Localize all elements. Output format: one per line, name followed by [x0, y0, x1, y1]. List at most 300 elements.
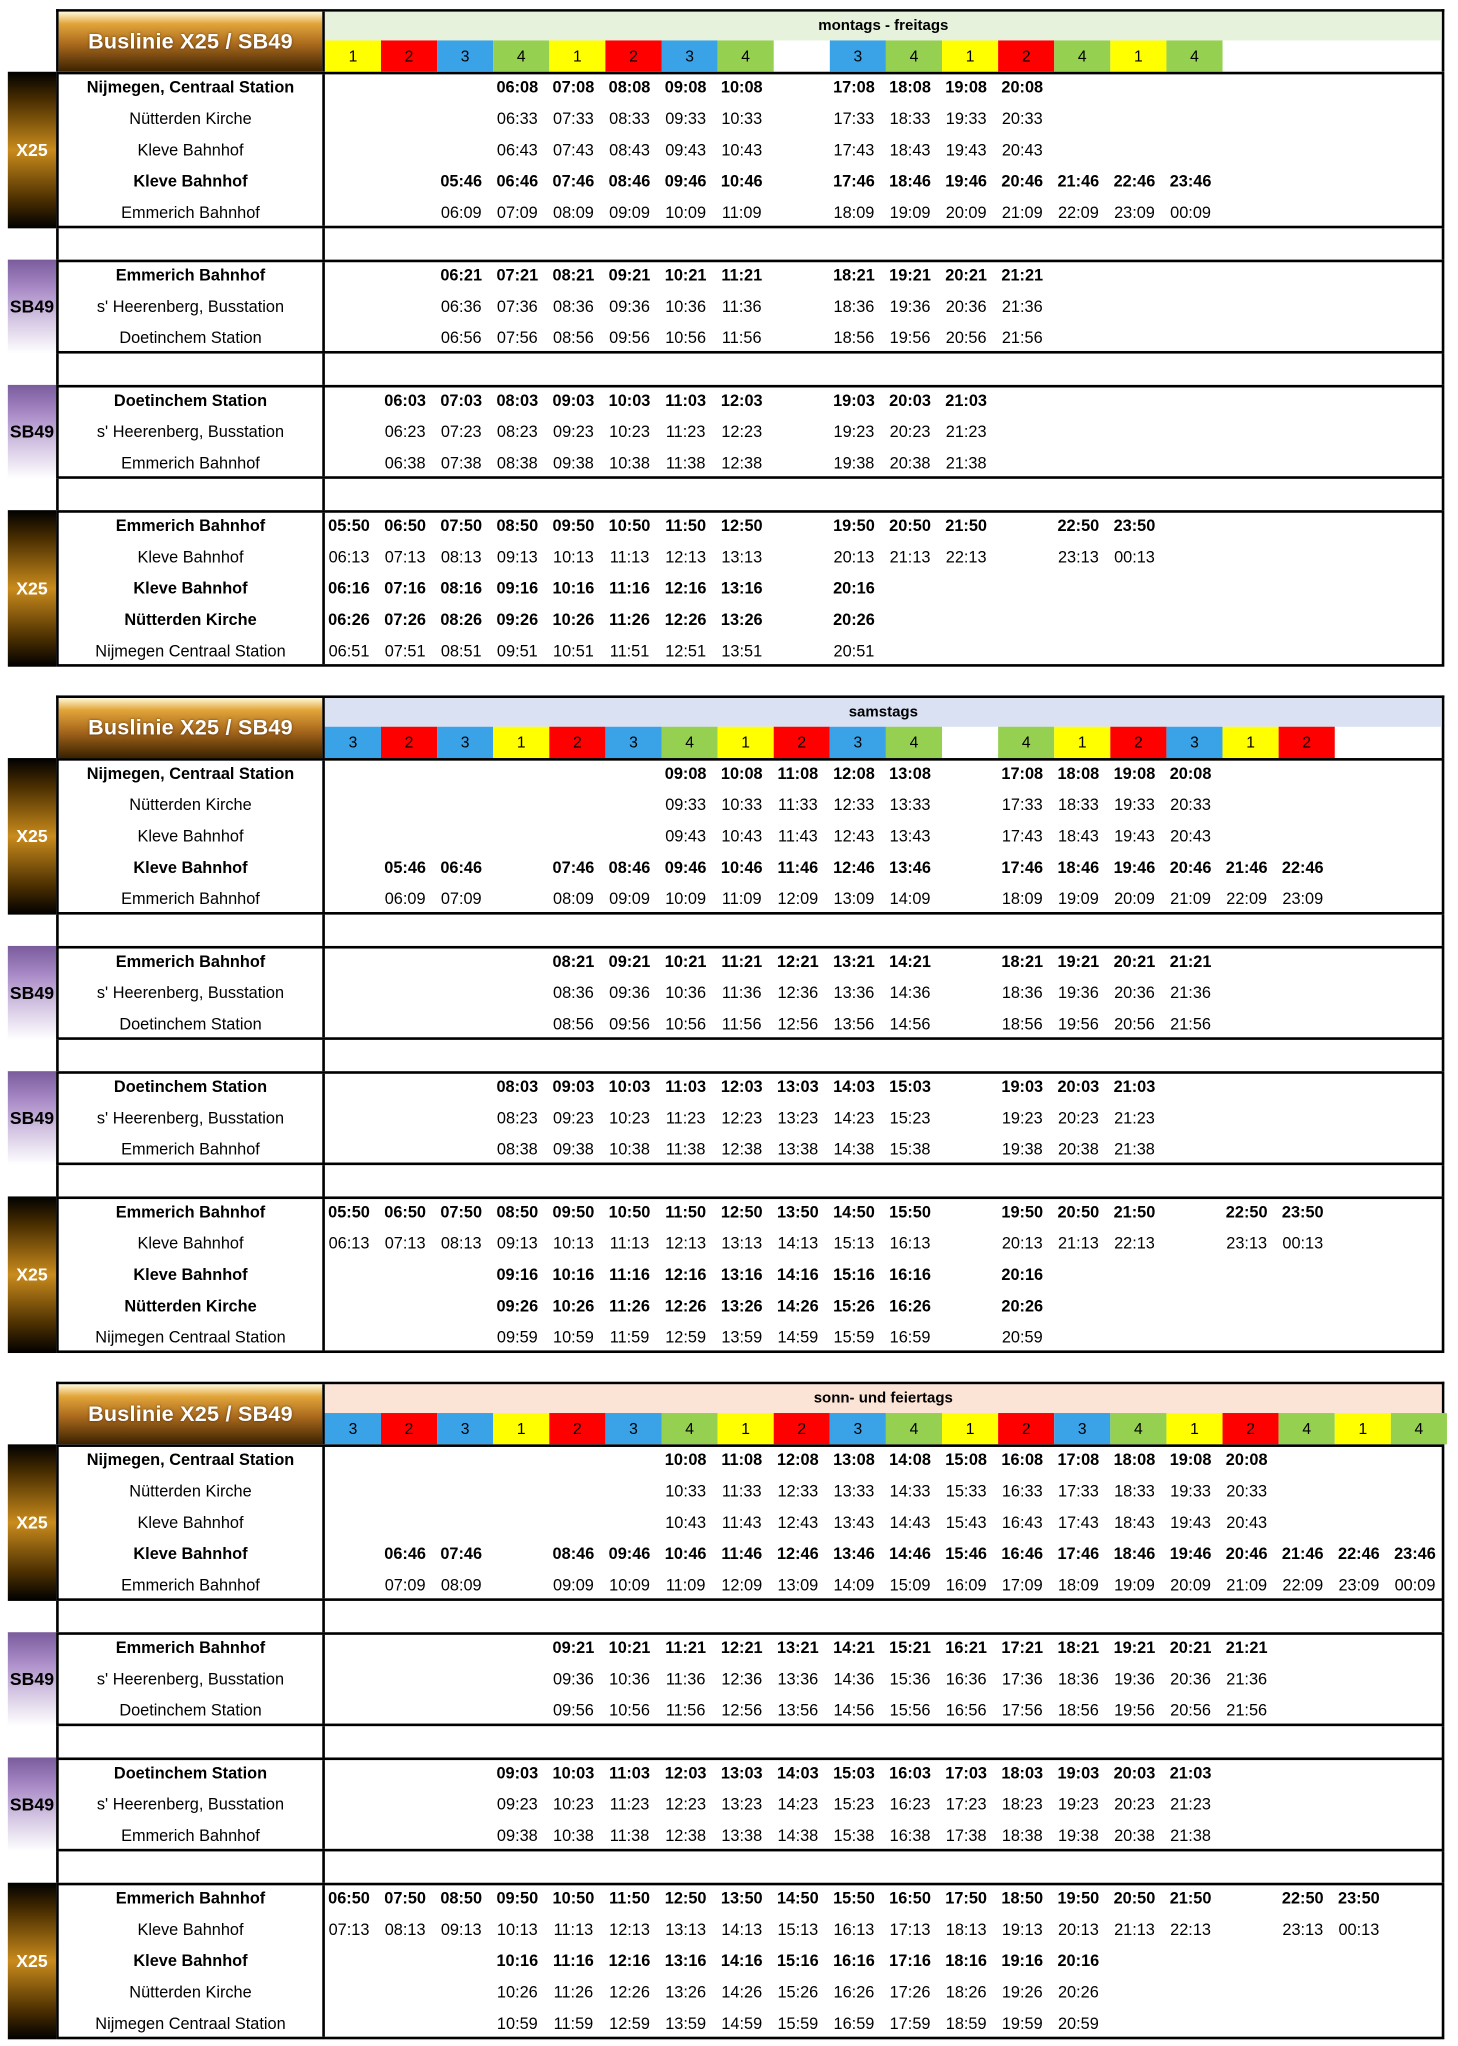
line-label-text: SB49 — [9, 1794, 55, 1815]
departure-time: 13:13 — [721, 1234, 763, 1253]
stop-name: Kleve Bahnhof — [133, 858, 248, 877]
service-number-chip: 3 — [830, 727, 886, 758]
departure-time: 19:43 — [1114, 827, 1155, 846]
departure-time: 14:23 — [833, 1109, 875, 1128]
departure-time: 12:38 — [721, 454, 763, 473]
stop-name: Kleve Bahnhof — [133, 1544, 248, 1564]
departure-time: 17:56 — [1001, 1701, 1043, 1720]
departure-time: 14:03 — [833, 1077, 875, 1096]
departure-time: 12:50 — [720, 1202, 763, 1222]
departure-time: 15:08 — [945, 1450, 988, 1470]
departure-time: 14:21 — [889, 952, 931, 971]
departure-time: 22:50 — [1281, 1889, 1324, 1908]
departure-time: 08:21 — [552, 952, 595, 971]
departure-time: 10:36 — [665, 297, 707, 316]
departure-time: 07:38 — [440, 454, 482, 473]
stop-row — [59, 541, 1442, 572]
departure-time: 13:33 — [833, 1482, 875, 1501]
departure-time: 20:21 — [1113, 952, 1156, 971]
departure-time: 18:50 — [1001, 1889, 1044, 1908]
departure-time: 06:09 — [440, 203, 482, 222]
service-number-chip: 2 — [1223, 1413, 1279, 1444]
line-label — [8, 1444, 56, 1601]
departure-time: 10:09 — [665, 203, 707, 222]
stop-row — [59, 2008, 1442, 2039]
departure-time: 09:36 — [609, 297, 650, 316]
route-block-sb49 — [56, 1757, 1444, 1851]
departure-time: 20:43 — [1001, 140, 1043, 160]
departure-time: 10:09 — [609, 1576, 650, 1595]
stop-row — [59, 1071, 1442, 1102]
departure-time: 15:16 — [776, 1951, 819, 1971]
departure-time: 06:23 — [384, 422, 426, 442]
departure-time: 12:38 — [721, 1140, 763, 1159]
departure-time: 12:16 — [664, 1265, 707, 1284]
departure-time: 11:51 — [609, 641, 650, 661]
departure-time: 12:50 — [664, 1889, 707, 1908]
departure-time: 13:08 — [889, 764, 931, 783]
departure-time: 09:46 — [608, 1544, 651, 1564]
departure-time: 11:26 — [553, 1983, 594, 2002]
departure-time: 06:46 — [496, 172, 539, 191]
departure-time: 11:26 — [609, 610, 650, 629]
departure-time: 15:26 — [833, 1296, 875, 1316]
departure-time: 14:38 — [777, 1826, 819, 1845]
departure-time: 09:43 — [665, 827, 707, 846]
departure-time: 12:36 — [721, 1670, 763, 1689]
stop-row — [59, 448, 1442, 479]
departure-time: 20:13 — [1001, 1234, 1043, 1253]
departure-time: 10:08 — [664, 1450, 707, 1470]
departure-time: 08:43 — [609, 140, 650, 160]
departure-time: 17:43 — [1057, 1513, 1099, 1532]
departure-time: 08:13 — [440, 547, 482, 567]
stop-row — [59, 821, 1442, 852]
departure-time: 06:46 — [384, 1544, 426, 1564]
departure-time: 07:43 — [553, 140, 594, 160]
departure-time: 16:21 — [945, 1638, 988, 1658]
departure-time: 07:46 — [552, 858, 595, 877]
stop-row — [59, 1196, 1442, 1227]
departure-time: 20:56 — [945, 328, 987, 348]
stop-row — [59, 72, 1442, 103]
departure-time: 08:38 — [496, 454, 538, 473]
departure-time: 18:33 — [1114, 1482, 1155, 1501]
departure-time: 22:13 — [1170, 1920, 1211, 1939]
stop-row — [59, 1444, 1442, 1475]
departure-time: 06:50 — [384, 1202, 426, 1222]
departure-time: 18:59 — [945, 2014, 987, 2033]
departure-time: 11:46 — [777, 858, 819, 877]
departure-time: 21:13 — [889, 547, 931, 567]
stop-name: Nijmegen Centraal Station — [95, 2014, 286, 2033]
departure-time: 17:59 — [889, 2014, 931, 2033]
departure-time: 19:36 — [1114, 1670, 1155, 1689]
stop-name: Nijmegen Centraal Station — [95, 1328, 286, 1347]
section-header — [56, 9, 1444, 72]
departure-time: 20:36 — [1170, 1670, 1211, 1689]
departure-time: 21:50 — [1169, 1889, 1212, 1908]
stop-name: Nütterden Kirche — [124, 1296, 257, 1316]
departure-time: 22:13 — [945, 547, 987, 567]
stop-row — [59, 789, 1442, 820]
departure-time: 10:50 — [552, 1889, 595, 1908]
stop-row — [59, 1695, 1442, 1726]
stop-name: Kleve Bahnhof — [133, 579, 248, 598]
service-number-chip: 4 — [1166, 40, 1222, 71]
departure-time: 06:43 — [496, 140, 538, 160]
departure-time: 08:16 — [440, 579, 483, 598]
departure-time: 14:38 — [833, 1140, 875, 1159]
departure-time: 12:13 — [609, 1920, 650, 1939]
stop-name: Emmerich Bahnhof — [121, 203, 260, 222]
departure-time: 20:09 — [945, 203, 987, 222]
departure-time: 20:59 — [1057, 2014, 1099, 2033]
departure-time: 06:51 — [328, 641, 370, 661]
stop-row — [59, 758, 1442, 789]
departure-time: 06:33 — [496, 109, 538, 128]
departure-time: 09:09 — [609, 889, 650, 909]
departure-time: 12:51 — [665, 641, 707, 661]
departure-time: 20:50 — [1113, 1889, 1156, 1908]
service-number-chip: 2 — [1110, 727, 1166, 758]
timetable-section — [0, 9, 1458, 672]
service-number-chip: 1 — [942, 40, 998, 71]
departure-time: 21:21 — [1169, 952, 1212, 971]
route-block-sb49 — [56, 260, 1444, 354]
departure-time: 18:08 — [1113, 1450, 1156, 1470]
departure-time: 19:03 — [833, 391, 875, 410]
departure-time: 12:09 — [777, 889, 819, 909]
stop-name: s' Heerenberg, Busstation — [96, 422, 285, 442]
departure-time: 09:16 — [496, 1265, 539, 1284]
departure-time: 18:08 — [889, 78, 931, 97]
departure-time: 19:46 — [945, 172, 988, 191]
departure-time: 17:43 — [1001, 827, 1043, 846]
stop-name: Doetinchem Station — [119, 1015, 262, 1034]
departure-time: 18:46 — [889, 172, 931, 191]
departure-time: 11:21 — [665, 1638, 707, 1658]
line-label-text: SB49 — [9, 296, 55, 317]
stop-row — [59, 1228, 1442, 1259]
departure-time: 13:21 — [833, 952, 875, 971]
departure-time: 18:09 — [833, 203, 875, 222]
stop-row — [59, 510, 1442, 541]
departure-time: 14:09 — [833, 1576, 875, 1595]
departure-time: 08:09 — [440, 1576, 482, 1595]
departure-time: 20:50 — [1057, 1202, 1100, 1222]
service-number-chip: 1 — [325, 40, 381, 71]
departure-time: 21:36 — [1001, 297, 1043, 316]
service-number-chip: 1 — [1335, 1413, 1391, 1444]
departure-time: 16:36 — [945, 1670, 987, 1689]
departure-time: 23:50 — [1338, 1889, 1380, 1908]
departure-time: 23:13 — [1057, 547, 1099, 567]
departure-time: 09:16 — [496, 579, 539, 598]
line-label-text: X25 — [16, 1512, 48, 1533]
departure-time: 19:56 — [1057, 1015, 1099, 1034]
departure-time: 09:56 — [609, 328, 650, 348]
departure-time: 21:46 — [1281, 1544, 1324, 1564]
departure-time: 11:13 — [609, 547, 650, 567]
departure-time: 20:23 — [1114, 1795, 1155, 1814]
departure-time: 07:50 — [440, 516, 483, 535]
stop-name: Emmerich Bahnhof — [115, 266, 266, 285]
departure-time: 09:50 — [552, 1202, 595, 1222]
departure-time: 22:46 — [1338, 1544, 1380, 1564]
departure-time: 16:16 — [889, 1265, 931, 1284]
departure-time: 19:08 — [1169, 1450, 1212, 1470]
departure-time: 11:21 — [721, 952, 763, 971]
departure-time: 17:33 — [833, 109, 875, 128]
departure-time: 10:16 — [552, 579, 595, 598]
service-number-chip: 1 — [1166, 1413, 1222, 1444]
departure-time: 20:23 — [1057, 1109, 1099, 1128]
service-number-chip: 1 — [942, 1413, 998, 1444]
departure-time: 07:26 — [384, 610, 426, 629]
service-number-chip: 2 — [381, 40, 437, 71]
departure-time: 11:16 — [609, 579, 650, 598]
line-label — [8, 72, 56, 229]
stop-name: Nütterden Kirche — [129, 1482, 252, 1501]
departure-time: 09:03 — [552, 1077, 595, 1096]
departure-time: 10:16 — [496, 1951, 539, 1971]
departure-time: 09:08 — [664, 764, 707, 783]
departure-time: 19:03 — [1057, 1764, 1100, 1783]
departure-time: 08:08 — [608, 78, 651, 97]
departure-time: 07:50 — [384, 1889, 426, 1908]
departure-time: 07:13 — [384, 547, 426, 567]
departure-time: 14:26 — [776, 1296, 819, 1316]
service-number-chip: 4 — [662, 727, 718, 758]
departure-time: 23:50 — [1281, 1202, 1324, 1222]
departure-time: 11:43 — [721, 1513, 762, 1532]
departure-time: 15:59 — [777, 2014, 819, 2033]
departure-time: 18:23 — [1001, 1795, 1043, 1814]
departure-time: 13:50 — [720, 1889, 763, 1908]
departure-time: 06:50 — [384, 516, 426, 535]
departure-time: 12:03 — [720, 1077, 763, 1096]
departure-time: 14:36 — [833, 1670, 875, 1689]
departure-time: 10:08 — [720, 764, 763, 783]
departure-time: 09:21 — [608, 952, 651, 971]
stop-row — [59, 1290, 1442, 1321]
departure-time: 09:21 — [608, 266, 651, 285]
departure-time: 20:23 — [889, 422, 931, 442]
departure-time: 13:16 — [720, 1265, 763, 1284]
departure-time: 19:21 — [1057, 952, 1100, 971]
departure-time: 18:56 — [1057, 1701, 1099, 1720]
departure-time: 12:16 — [608, 1951, 651, 1971]
departure-time: 13:16 — [720, 579, 763, 598]
stop-row — [59, 1259, 1442, 1290]
departure-time: 10:56 — [665, 328, 707, 348]
departure-time: 07:46 — [552, 172, 595, 191]
departure-time: 07:09 — [440, 889, 482, 909]
departure-time: 10:08 — [720, 78, 763, 97]
stop-row — [59, 291, 1442, 322]
departure-time: 10:46 — [664, 1544, 707, 1564]
departure-time: 08:13 — [440, 1234, 482, 1253]
line-label-text: X25 — [16, 1264, 48, 1285]
departure-time: 19:13 — [1001, 1920, 1043, 1939]
departure-time: 13:33 — [889, 795, 931, 815]
route-block-x25 — [56, 510, 1444, 667]
departure-time: 18:13 — [945, 1920, 987, 1939]
stop-row — [59, 1914, 1442, 1945]
service-number-chip: 3 — [437, 727, 493, 758]
departure-time: 15:46 — [945, 1544, 988, 1564]
stop-name: Kleve Bahnhof — [137, 1234, 244, 1253]
departure-time: 20:13 — [1057, 1920, 1099, 1939]
departure-time: 09:23 — [553, 422, 594, 442]
departure-time: 12:26 — [664, 610, 707, 629]
departure-time: 19:46 — [1169, 1544, 1212, 1564]
departure-time: 05:46 — [384, 858, 426, 877]
departure-time: 09:36 — [609, 983, 650, 1003]
departure-time: 05:50 — [328, 516, 370, 535]
stop-row — [59, 1322, 1442, 1353]
stop-name: Emmerich Bahnhof — [121, 454, 260, 473]
service-number-chip: 3 — [437, 40, 493, 71]
departure-time: 10:38 — [609, 1140, 650, 1159]
departure-time: 14:13 — [777, 1234, 819, 1253]
departure-time: 09:56 — [609, 1015, 650, 1034]
departure-time: 00:09 — [1170, 203, 1211, 222]
departure-time: 19:50 — [833, 516, 875, 535]
departure-time: 14:03 — [776, 1764, 819, 1783]
departure-time: 11:09 — [721, 889, 762, 909]
departure-time: 20:33 — [1226, 1482, 1268, 1501]
departure-time: 20:38 — [1114, 1826, 1155, 1845]
departure-time: 17:50 — [945, 1889, 988, 1908]
departure-time: 12:43 — [777, 1513, 819, 1532]
departure-time: 08:36 — [553, 983, 594, 1003]
departure-time: 11:43 — [778, 827, 818, 846]
departure-time: 07:36 — [496, 297, 538, 316]
service-number-chip: 1 — [1110, 40, 1166, 71]
departure-time: 13:21 — [776, 1638, 819, 1658]
departure-time: 21:21 — [1001, 266, 1044, 285]
departure-time: 15:23 — [889, 1109, 931, 1128]
departure-time: 18:21 — [1001, 952, 1044, 971]
departure-time: 13:46 — [889, 858, 931, 877]
departure-time: 15:38 — [833, 1826, 875, 1845]
departure-time: 10:56 — [665, 1015, 707, 1034]
departure-time: 11:33 — [721, 1482, 762, 1501]
spacer-row — [56, 228, 1444, 259]
departure-time: 19:16 — [1001, 1951, 1044, 1971]
departure-time: 09:13 — [496, 1234, 538, 1253]
service-number-chip: 2 — [381, 727, 437, 758]
departure-time: 14:13 — [721, 1920, 763, 1939]
departure-time: 07:09 — [496, 203, 538, 222]
departure-time: 09:50 — [496, 1889, 539, 1908]
departure-time: 17:16 — [889, 1951, 931, 1971]
departure-time: 16:59 — [889, 1328, 931, 1347]
service-number-strip — [325, 40, 1442, 71]
departure-time: 08:56 — [553, 1015, 594, 1034]
departure-time: 21:46 — [1057, 172, 1100, 191]
service-number-chip: 2 — [774, 727, 830, 758]
departure-time: 20:43 — [1226, 1513, 1268, 1532]
spacer-row — [56, 1165, 1444, 1196]
departure-time: 14:21 — [833, 1638, 875, 1658]
departure-time: 10:03 — [608, 1077, 651, 1096]
stop-name: Nütterden Kirche — [129, 795, 252, 815]
departure-time: 08:51 — [440, 641, 482, 661]
day-type-label: samstags — [325, 698, 1442, 727]
departure-time: 14:08 — [889, 1450, 931, 1470]
departure-time: 11:03 — [665, 391, 707, 410]
departure-time: 08:56 — [553, 328, 594, 348]
departure-time: 10:46 — [720, 858, 763, 877]
service-number-chip: 2 — [549, 727, 605, 758]
route-block-x25 — [56, 1883, 1444, 2040]
departure-time: 13:23 — [777, 1109, 819, 1128]
departure-time: 07:03 — [440, 391, 483, 410]
departure-time: 06:08 — [496, 78, 539, 97]
departure-time: 18:33 — [1057, 795, 1099, 815]
stop-name: Doetinchem Station — [113, 1077, 268, 1096]
departure-time: 05:46 — [440, 172, 483, 191]
departure-time: 09:23 — [496, 1795, 538, 1814]
departure-time: 14:16 — [776, 1265, 819, 1284]
line-label — [8, 758, 56, 915]
departure-time: 13:13 — [665, 1920, 707, 1939]
service-number-chip: 3 — [830, 1413, 886, 1444]
departure-time: 12:23 — [721, 1109, 763, 1128]
stop-name: Emmerich Bahnhof — [121, 889, 260, 909]
departure-time: 09:38 — [553, 454, 594, 473]
departure-time: 20:03 — [1057, 1077, 1100, 1096]
stop-name: Doetinchem Station — [119, 1701, 262, 1720]
line-label-text: X25 — [16, 826, 48, 847]
departure-time: 13:16 — [664, 1951, 707, 1971]
departure-time: 19:26 — [1001, 1983, 1043, 2002]
departure-time: 10:21 — [664, 266, 707, 285]
departure-time: 18:09 — [1001, 889, 1043, 909]
departure-time: 10:59 — [553, 1328, 594, 1347]
departure-time: 20:36 — [945, 297, 987, 316]
departure-time: 09:43 — [665, 140, 707, 160]
departure-time: 18:43 — [889, 140, 931, 160]
departure-time: 10:26 — [496, 1983, 538, 2002]
departure-time: 13:26 — [720, 610, 763, 629]
departure-time: 21:38 — [1170, 1826, 1211, 1845]
departure-time: 18:43 — [1057, 827, 1099, 846]
stop-row — [59, 260, 1442, 291]
route-block-sb49 — [56, 385, 1444, 479]
departure-time: 13:09 — [777, 1576, 819, 1595]
departure-time: 08:38 — [496, 1140, 538, 1159]
service-number-chip: 4 — [886, 727, 942, 758]
departure-time: 09:23 — [553, 1109, 594, 1128]
departure-time: 21:56 — [1226, 1701, 1268, 1720]
departure-time: 13:03 — [776, 1077, 819, 1096]
departure-time: 15:33 — [945, 1482, 987, 1501]
departure-time: 11:09 — [721, 203, 762, 222]
departure-time: 21:13 — [1057, 1234, 1099, 1253]
stop-row — [59, 573, 1442, 604]
departure-time: 11:59 — [609, 1328, 650, 1347]
departure-time: 12:09 — [721, 1576, 763, 1595]
departure-time: 08:21 — [552, 266, 595, 285]
departure-time: 08:03 — [496, 1077, 539, 1096]
departure-time: 20:46 — [1169, 858, 1212, 877]
departure-time: 20:43 — [1170, 827, 1211, 846]
departure-time: 21:36 — [1226, 1670, 1268, 1689]
